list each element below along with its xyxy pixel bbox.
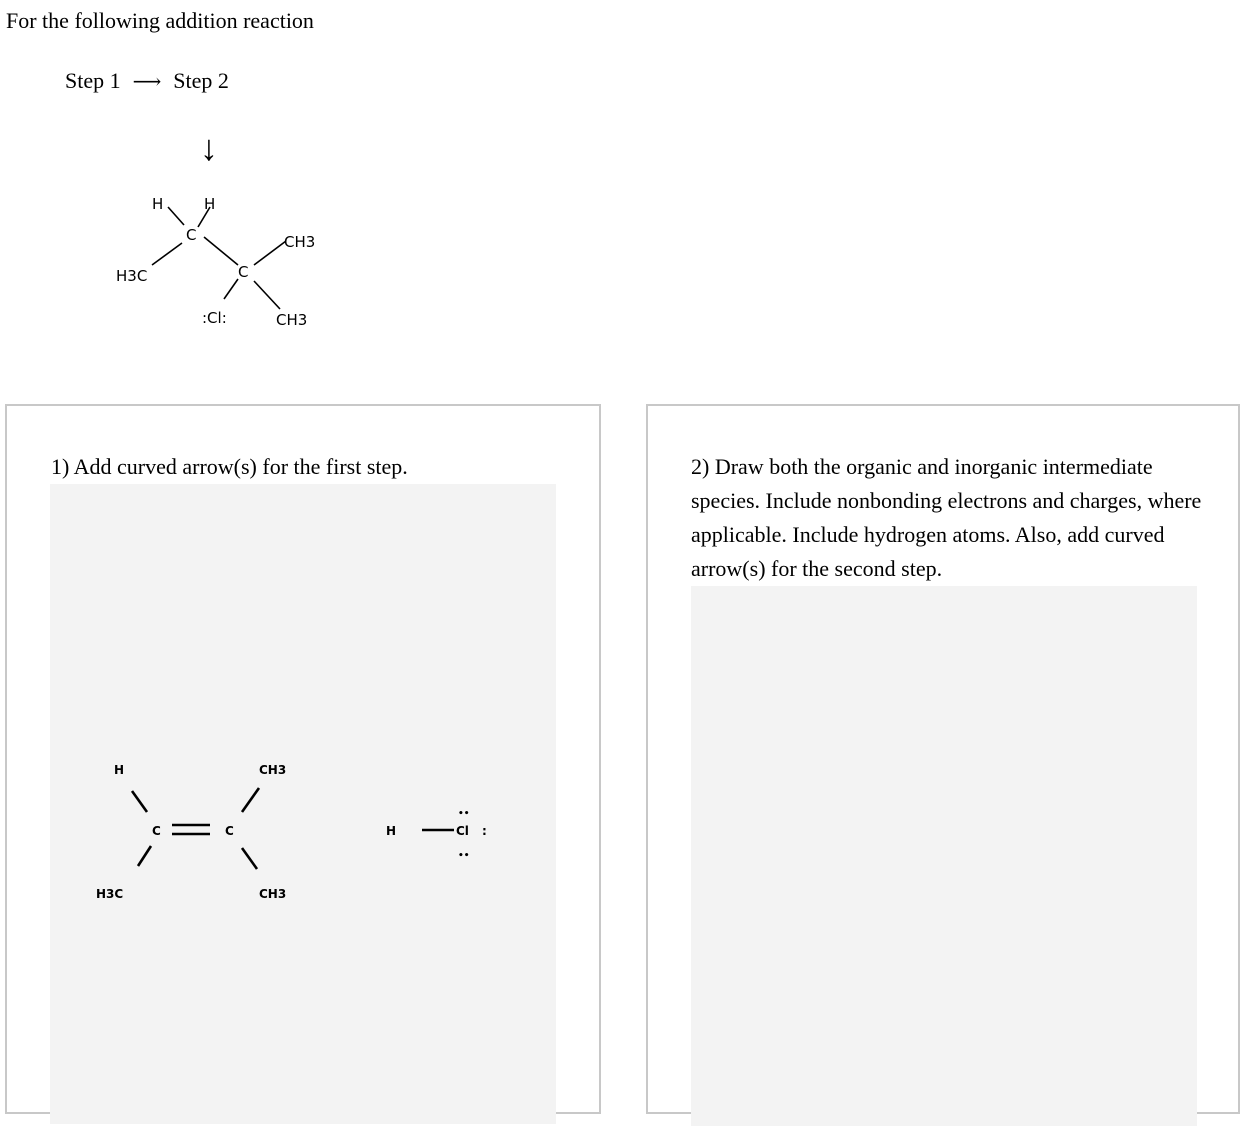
hcl-h: H xyxy=(386,824,397,838)
product-h-right: H xyxy=(204,195,216,213)
product-structure xyxy=(100,185,360,345)
product-c2: C xyxy=(238,263,249,281)
bond-h-cleft xyxy=(132,791,147,812)
product-h3c: H3C xyxy=(116,267,148,285)
product-ch3-bottom: CH3 xyxy=(276,311,308,329)
drawing-canvas-1[interactable] xyxy=(50,484,556,1124)
reactant-ch3-bottom: CH3 xyxy=(259,887,287,901)
product-cl: :Cl: xyxy=(202,309,227,327)
step-sequence xyxy=(65,68,229,94)
product-h-left: H xyxy=(152,195,164,213)
bond-c1-c2 xyxy=(204,237,238,265)
hcl-lone-pair-bottom: •• xyxy=(458,851,470,861)
reactant-ch3-top: CH3 xyxy=(259,763,287,777)
reactant-h3c-bottom: H3C xyxy=(96,887,124,901)
product-ch3-top: CH3 xyxy=(284,233,316,251)
reactant-c-right: C xyxy=(225,824,234,838)
step-arrow-icon: ⟶ xyxy=(132,70,162,93)
question-panel-1 xyxy=(5,404,601,1114)
step-2-label: Step 2 xyxy=(173,68,229,93)
bond-c2-ch3-bottom xyxy=(254,281,280,309)
bond-cright-ch3-bottom xyxy=(242,848,257,869)
reactant-h-top: H xyxy=(114,763,125,777)
bond-c2-ch3-top xyxy=(254,241,286,265)
drawing-canvas-2[interactable] xyxy=(691,586,1197,1126)
question-intro: For the following addition reaction xyxy=(6,8,314,33)
bond-c2-cl xyxy=(224,279,238,299)
question-panel-2 xyxy=(646,404,1240,1114)
panel-1-prompt: 1) Add curved arrow(s) for the first step. xyxy=(51,454,408,479)
hcl-cl: Cl xyxy=(456,824,469,838)
down-arrow-icon: ↓ xyxy=(200,128,218,168)
product-c1: C xyxy=(186,226,197,244)
bond-h-left-c1 xyxy=(168,207,184,225)
step-1-label: Step 1 xyxy=(65,68,121,93)
reactant-structure xyxy=(50,484,556,1124)
hcl-lone-pair-right: : xyxy=(482,824,487,838)
bond-h3c-cleft xyxy=(138,846,151,866)
reactant-c-left: C xyxy=(152,824,161,838)
panel-2-prompt: 2) Draw both the organic and inorganic intermediate species. Include nonbonding electrons and charges, where applicable. Include hydrogen atoms. Also, add curved arrow(s) for the second step. xyxy=(691,454,1202,581)
hcl-lone-pair-top: •• xyxy=(458,809,470,819)
bond-c1-h3c xyxy=(152,243,182,265)
bond-cright-ch3-top xyxy=(242,788,259,812)
